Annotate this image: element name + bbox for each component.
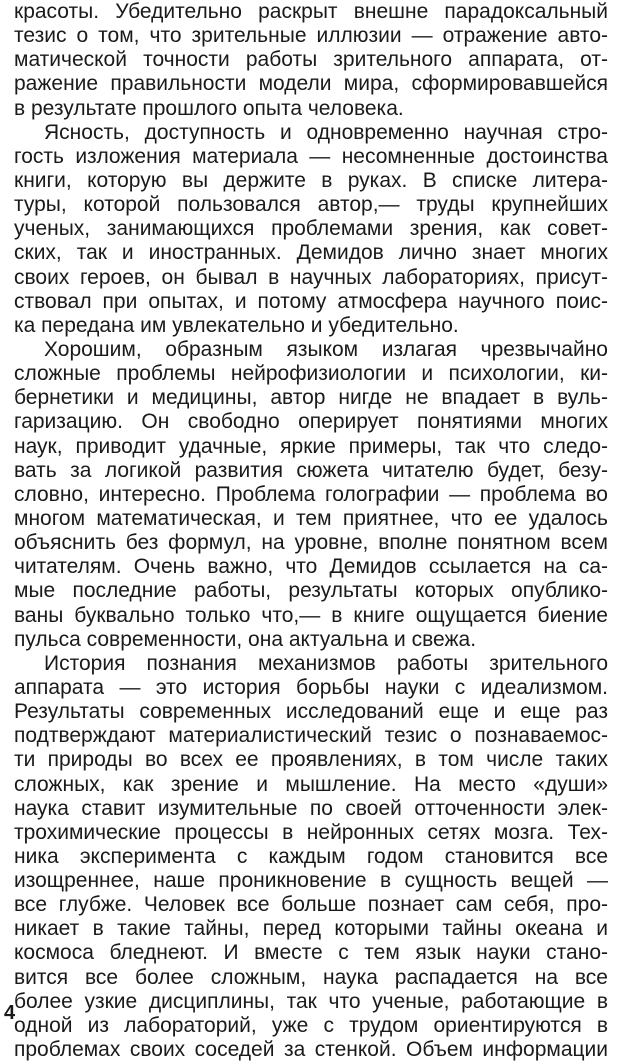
text-line-content: бернетики и медицины, автор нигде не впадает в вуль-: [14, 386, 608, 410]
text-line: [14, 266, 608, 290]
text-line: [14, 362, 608, 386]
text-line-content: Ясность, доступность и одновременно научная стро-: [44, 120, 608, 144]
text-line-content: своих героев, он бывал в научных лабораториях, присут-: [14, 265, 608, 289]
text-line: [14, 241, 608, 265]
text-line: [14, 97, 608, 121]
text-line: [14, 869, 608, 893]
text-line-content: все глубже. Человек все больше познает сам себя, про-: [14, 893, 608, 917]
text-line-content: в результате прошлого опыта человека.: [14, 96, 404, 120]
text-line: [14, 24, 608, 48]
text-line: [14, 966, 608, 990]
text-line: [14, 893, 608, 917]
text-line: [14, 121, 608, 145]
text-line: [14, 845, 608, 869]
paragraph: [14, 121, 608, 338]
paragraph: [14, 0, 608, 121]
text-line-content: Хорошим, образным языком излагая чрезвычайно: [44, 337, 608, 361]
paragraph: [14, 338, 608, 652]
text-line: [14, 193, 608, 217]
text-line-content: вать за логикой развития сюжета читателю будет, безу-: [14, 458, 608, 482]
text-line: [14, 483, 608, 507]
text-line-content: ствовал при опытах, и потому атмосфера научного поис-: [14, 289, 608, 313]
page-number: 4: [4, 1002, 16, 1024]
text-line-content: ских, так и иностранных. Демидов лично знает многих: [14, 241, 608, 265]
text-line-content: книги, которую вы держите в руках. В списке литера-: [14, 168, 608, 192]
text-line-content: сложные проблемы нейрофизиологии и психологии, ки-: [14, 362, 608, 386]
text-line: [14, 531, 608, 555]
text-line-content: туры, которой пользовался автор,— труды крупнейших: [14, 193, 608, 217]
text-line-content: ражение правильности модели мира, сформировавшейся: [14, 72, 608, 96]
text-line: [14, 748, 608, 772]
text-line: [14, 941, 608, 965]
text-line: [14, 290, 608, 314]
text-line-content: одной из лабораторий, уже с трудом ориентируются в: [14, 1013, 608, 1037]
text-line-content: вится все более сложным, наука распадается на все: [14, 965, 608, 989]
text-line-content: никает в такие тайны, перед которыми тайны океана и: [14, 917, 608, 941]
text-line-content: словно, интересно. Проблема голографии — проблема во: [14, 482, 608, 506]
page-body-text: [14, 0, 608, 1062]
text-line: [14, 72, 608, 96]
paragraph: [14, 652, 608, 1062]
text-line-content: наук, приводит удачные, яркие примеры, так что следо-: [14, 434, 608, 458]
text-line: [14, 917, 608, 941]
text-line: [14, 338, 608, 362]
text-line: [14, 628, 608, 652]
text-line-content: изощреннее, наше проникновение в сущность вещей —: [14, 869, 608, 893]
text-line: [14, 773, 608, 797]
text-line-content: Результаты современных исследований еще и еще раз: [14, 700, 608, 724]
text-line-content: История познания механизмов работы зрительного: [44, 651, 608, 675]
text-line: [14, 797, 608, 821]
text-line: [14, 217, 608, 241]
text-line: [14, 507, 608, 531]
text-line: [14, 314, 608, 338]
text-line-content: ти природы во всех ее проявлениях, в том числе таких: [14, 748, 608, 772]
text-line: [14, 821, 608, 845]
text-line-content: сложных, как зрение и мышление. На место «души»: [14, 772, 608, 796]
text-line-content: тезис о том, что зрительные иллюзии — отражение авто-: [14, 24, 608, 48]
text-line-content: аппарата — это история борьбы науки с идеализмом.: [14, 675, 608, 699]
text-line-content: космоса бледнеют. И вместе с тем язык науки стано-: [14, 941, 608, 965]
text-line: [14, 1014, 608, 1038]
text-line: [14, 169, 608, 193]
text-line: [14, 990, 608, 1014]
text-line: [14, 48, 608, 72]
text-line: [14, 700, 608, 724]
text-line: [14, 724, 608, 748]
text-line-content: подтверждают материалистический тезис о познаваемос-: [14, 724, 608, 748]
text-line: [14, 0, 608, 24]
text-line-content: мые последние работы, результаты которых опублико-: [14, 579, 608, 603]
text-line: [14, 435, 608, 459]
text-line: [14, 386, 608, 410]
text-line: [14, 604, 608, 628]
text-line-content: читателям. Очень важно, что Демидов ссылается на са-: [14, 555, 608, 579]
text-line: [14, 676, 608, 700]
text-line-content: пульса современности, она актуальна и свежа.: [14, 627, 477, 651]
text-line-content: ка передана им увлекательно и убедительно.: [14, 313, 459, 337]
text-line-content: более узкие дисциплины, так что ученые, работающие в: [14, 989, 608, 1013]
text-line: [14, 1038, 608, 1062]
text-line: [14, 652, 608, 676]
text-line-content: многом математическая, и тем приятнее, что ее удалось: [14, 506, 608, 530]
text-line: [14, 555, 608, 579]
text-line-content: объяснить без формул, на уровне, вполне понятном всем: [14, 531, 608, 555]
text-line-content: красоты. Убедительно раскрыт внешне парадоксальный: [14, 0, 608, 23]
text-line: [14, 145, 608, 169]
text-line-content: трохимические процессы в нейронных сетях мозга. Тех-: [14, 820, 608, 844]
text-line: [14, 579, 608, 603]
text-line-content: ваны буквально только что,— в книге ощущается биение: [14, 603, 608, 627]
text-line-content: гость изложения материала — несомненные достоинства: [14, 144, 608, 168]
text-line-content: наука ставит изумительные по своей отточенности элек-: [14, 796, 608, 820]
text-line-content: проблемах своих соседей за стенкой. Объем информации: [14, 1038, 608, 1062]
text-line-content: ученых, занимающихся проблемами зрения, как совет-: [14, 217, 608, 241]
text-line-content: матической точности работы зрительного аппарата, от-: [14, 48, 608, 72]
text-line: [14, 459, 608, 483]
text-line: [14, 410, 608, 434]
text-line-content: гаризацию. Он свободно оперирует понятиями многих: [14, 410, 608, 434]
text-line-content: ника эксперимента с каждым годом становится все: [14, 844, 608, 868]
